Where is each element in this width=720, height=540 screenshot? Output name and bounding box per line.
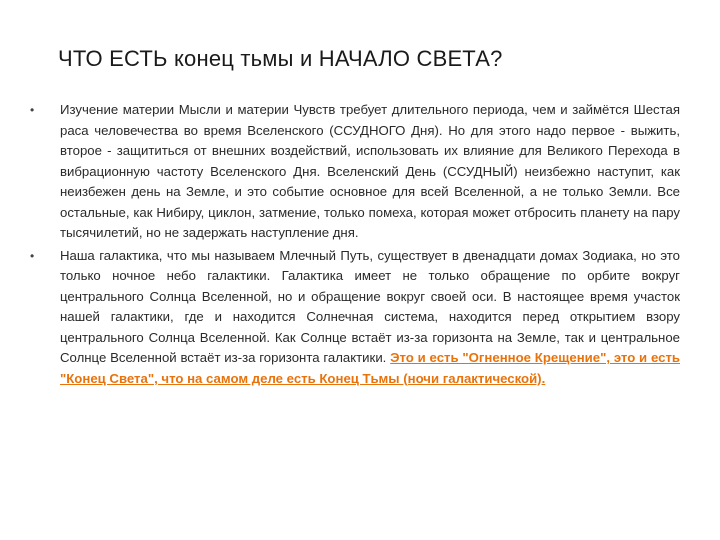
bullet-item [28,100,680,244]
bullet-item [28,246,680,390]
highlighted-link-text[interactable]: Это и есть "Огненное Крещение", это и есть "Конец Света", что на самом деле есть Конец Тьмы (ночи галактической). [60,350,681,386]
paragraph-text: Изучение материи Мысли и материи Чувств требует длительного периода, чем и займётся Шестая раса человечества во время Вселенского (ССУДНОГО Дня). Но для этого надо первое - выжить, второе - защититься от внешних воздействий, использовать их влияние для Великого Перехода в вибрационную частоту Вселенского Дня. Вселенский День (ССУДНЫЙ) неизбежно наступит, как неизбежен день на Земле, и это событие основное для всей Вселенной, а не только Земли. Все остальные, как Нибиру, циклон, затмение, только помеха, которая может отбросить планету на пару тысячилетий, но не задержать наступление дня. [60,102,680,240]
bullet-icon: • [30,103,35,117]
slide-content [28,100,680,391]
bullet-icon: • [30,248,35,263]
paragraph-text: Наша галактика, что мы называем Млечный Путь, существует в двенадцати домах Зодиака, но это только ночное небо галактики. Галактика имеет не только обращение по орбите вокруг центрального Солнца Вселенной, но и обращение вокруг своей оси. В настоящее время участок нашей галактики, где и находится Солнечная система, находится перед открытием взору центрального Солнца Вселенной. Как Солнце встаёт из-за горизонта на Земле, так и центральное Солнце Вселенной встаёт из-за горизонта галактики. [60,247,680,365]
slide-title: ЧТО ЕСТЬ конец тьмы и НАЧАЛО СВЕТА? [58,46,503,71]
